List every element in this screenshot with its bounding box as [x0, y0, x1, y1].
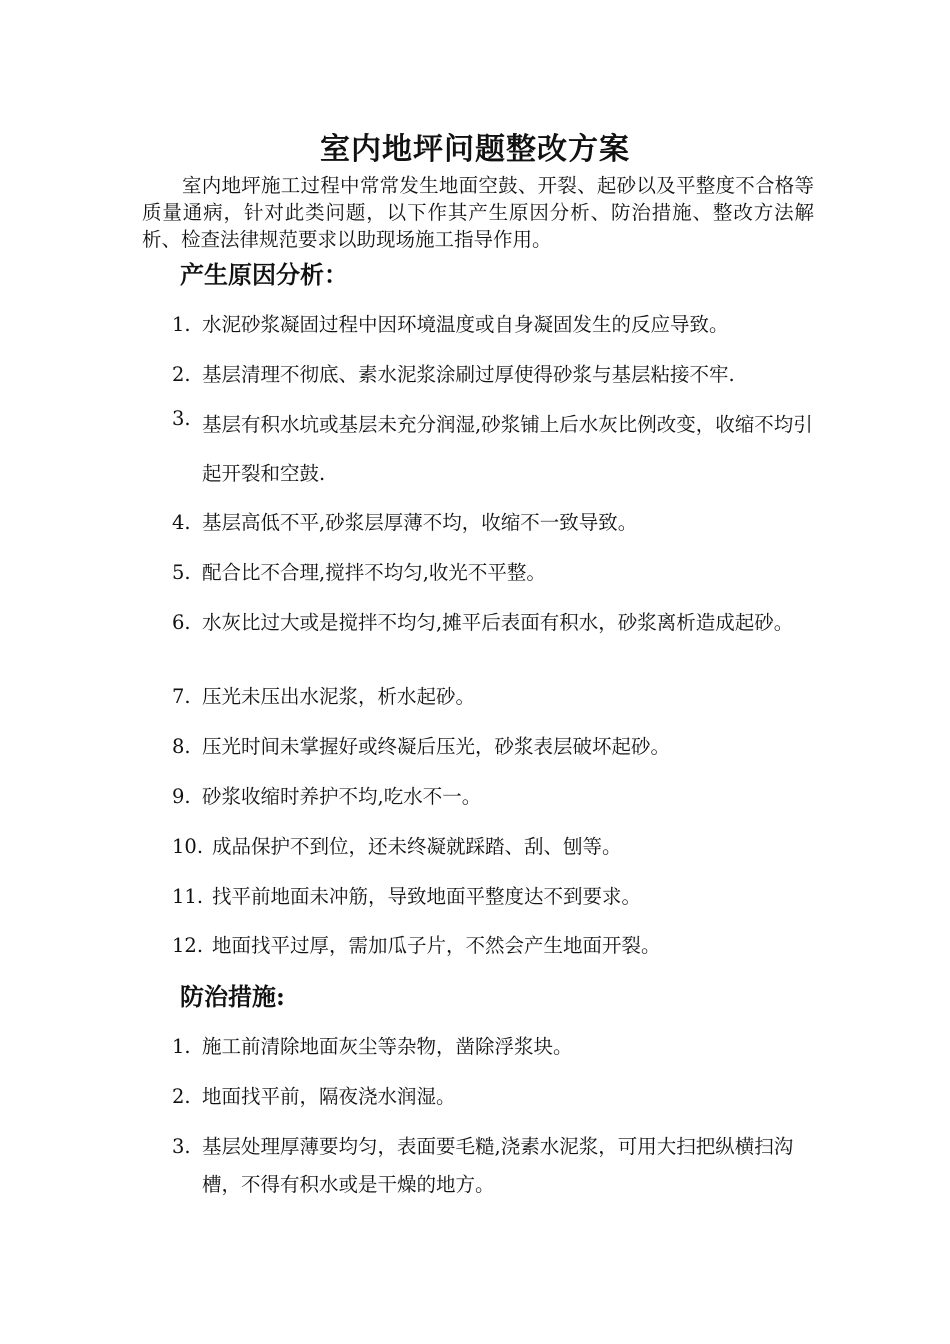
list-item-number: 4.: [172, 511, 191, 534]
list-item-number: 10.: [172, 835, 204, 858]
list-item: [172, 554, 822, 592]
list-item: [172, 678, 822, 716]
list-item-text: 压光未压出水泥浆，析水起砂。: [202, 685, 476, 708]
section-heading-prevention: 防治措施:: [180, 982, 285, 1011]
list-item-number: 7.: [172, 685, 191, 708]
list-item-text: 找平前地面未冲筋，导致地面平整度达不到要求。: [212, 885, 642, 908]
list-item: [172, 828, 822, 866]
list-item-number: 8.: [172, 735, 191, 758]
list-item-number: 2.: [172, 363, 191, 386]
list-item-number: 2.: [172, 1085, 191, 1108]
list-item: [172, 878, 822, 916]
list-item-text: 水泥砂浆凝固过程中因环境温度或自身凝固发生的反应导致。: [202, 313, 729, 336]
list-item-number: 1.: [172, 313, 191, 336]
section-heading-causes: 产生原因分析：: [180, 260, 348, 289]
list-item-text: 水灰比过大或是搅拌不均匀,摊平后表面有积水，砂浆离析造成起砂。: [202, 611, 794, 634]
list-item-number: 9.: [172, 785, 191, 808]
intro-paragraph: 室内地坪施工过程中常常发生地面空鼓、开裂、起砂以及平整度不合格等质量通病，针对此类问题，以下作其产生原因分析、防治措施、整改方法解析、检查法律规范要求以助现场施工指导作用。: [142, 174, 814, 251]
list-item-text: 基层高低不平,砂浆层厚薄不均，收缩不一致导致。: [202, 511, 638, 534]
list-item-text: 基层有积水坑或基层未充分润湿,砂浆铺上后水灰比例改变，收缩不均引起开裂和空鼓.: [202, 413, 813, 485]
list-item-number: 6.: [172, 611, 191, 634]
list-item-number: 3.: [172, 407, 191, 430]
list-item: [172, 927, 822, 965]
list-item: [172, 1078, 822, 1116]
list-item-text: 砂浆收缩时养护不均,吃水不一。: [202, 785, 482, 808]
list-item: [172, 1128, 822, 1204]
list-item: [172, 400, 822, 498]
list-item: [172, 1028, 822, 1066]
list-item: [172, 504, 822, 542]
list-item: [172, 728, 822, 766]
list-item-text: 成品保护不到位，还未终凝就踩踏、刮、刨等。: [212, 835, 622, 858]
list-item-number: 11.: [172, 885, 204, 908]
list-item: [172, 604, 822, 642]
list-item-number: 1.: [172, 1035, 191, 1058]
list-item: [172, 356, 822, 394]
list-item-text: 施工前清除地面灰尘等杂物，凿除浮浆块。: [202, 1035, 573, 1058]
list-item-text: 配合比不合理,搅拌不均匀,收光不平整。: [202, 561, 546, 584]
document-title: 室内地坪问题整改方案: [320, 132, 630, 167]
list-item-text: 基层处理厚薄要均匀，表面要毛糙,浇素水泥浆，可用大扫把纵横扫沟槽，不得有积水或是干燥的地方。: [202, 1135, 794, 1196]
list-item-text: 地面找平前，隔夜浇水润湿。: [202, 1085, 456, 1108]
list-item-number: 3.: [172, 1135, 191, 1158]
list-item-text: 地面找平过厚，需加瓜子片，不然会产生地面开裂。: [212, 934, 661, 957]
list-item-text: 压光时间未掌握好或终凝后压光，砂浆表层破坏起砂。: [202, 735, 671, 758]
list-item-text: 基层清理不彻底、素水泥浆涂刷过厚使得砂浆与基层粘接不牢.: [202, 363, 735, 386]
list-item: [172, 778, 822, 816]
list-item-number: 5.: [172, 561, 191, 584]
list-item: [172, 306, 822, 344]
list-item-number: 12.: [172, 934, 204, 957]
